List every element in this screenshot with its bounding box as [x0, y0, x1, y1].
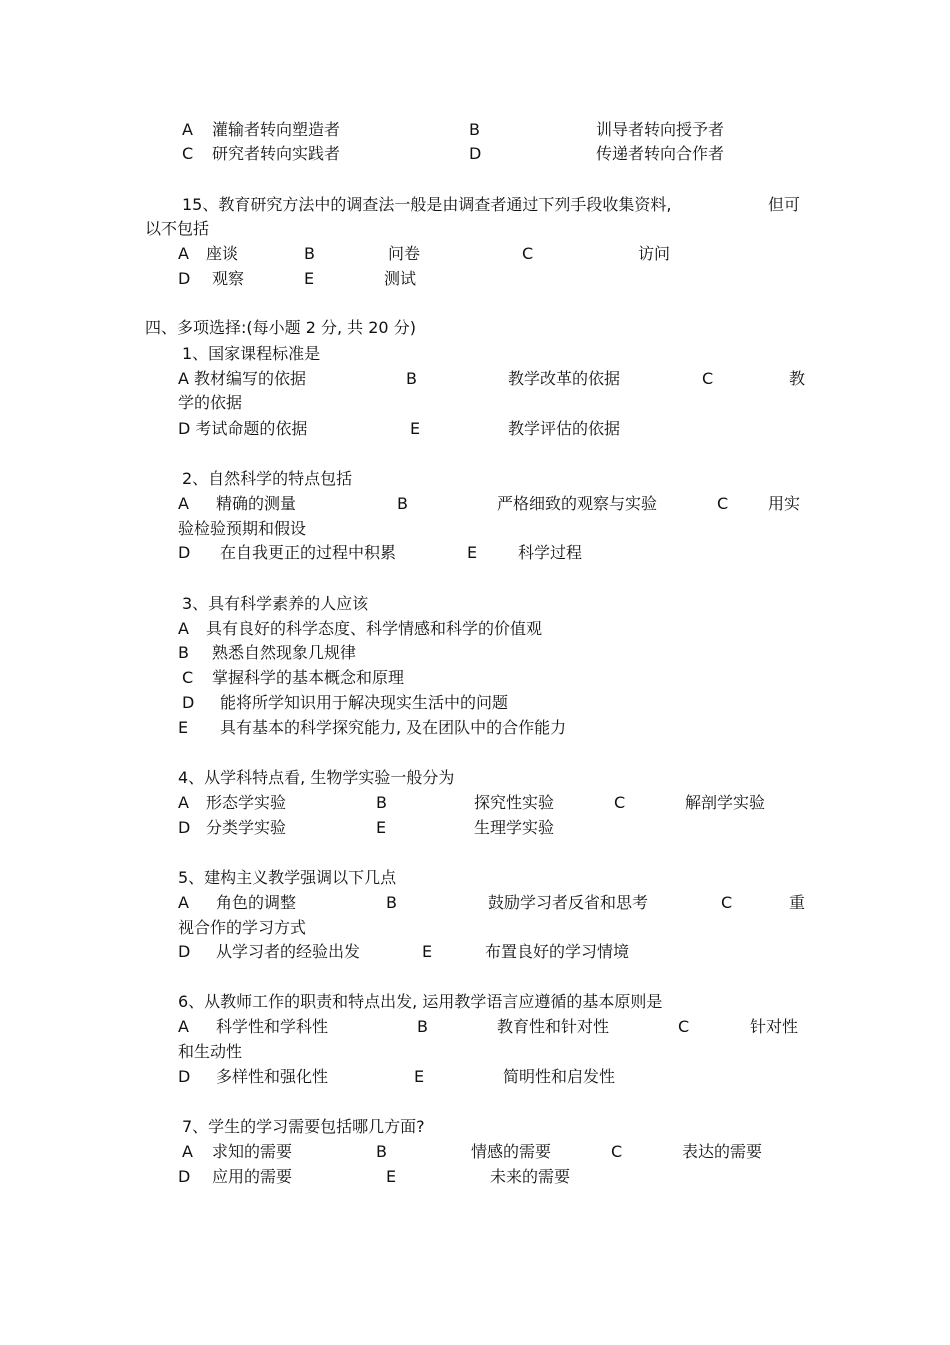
m5-option-d-letter: D [178, 942, 191, 961]
m5-option-b-text: 鼓励学习者反省和思考 [488, 893, 649, 912]
m6-option-e-text: 简明性和启发性 [503, 1067, 616, 1086]
m4-option-b-letter: B [376, 793, 387, 812]
q15-option-d-letter: D [178, 269, 191, 288]
m5-option-c-letter: C [721, 893, 733, 912]
q14-option-a-text: 灌输者转向塑造者 [212, 120, 341, 139]
q14-option-c-letter: C [182, 144, 194, 163]
m1-option-c-cont: 学的依据 [178, 393, 243, 412]
m2-option-b-letter: B [397, 494, 408, 513]
m2-option-c-text: 用实 [768, 494, 801, 513]
m4-option-d-letter: D [178, 818, 191, 837]
section-heading: 四、多项选择:(每小题 2 分, 共 20 分) [145, 318, 416, 337]
q14-option-b-text: 训导者转向授予者 [596, 120, 725, 139]
m7-option-b-text: 情感的需要 [471, 1142, 552, 1161]
q15-option-c-letter: C [522, 244, 534, 263]
q15-option-a-letter: A [178, 244, 189, 263]
m4-option-a-text: 形态学实验 [206, 793, 287, 812]
m4-option-e-letter: E [376, 818, 387, 837]
m6-stem: 6、从教师工作的职责和特点出发, 运用教学语言应遵循的基本原则是 [178, 992, 663, 1011]
m3-option-b-letter: B [178, 643, 189, 662]
m3-option-a-text: 具有良好的科学态度、科学情感和科学的价值观 [206, 619, 543, 638]
q15-stem-line2: 以不包括 [145, 219, 210, 238]
q15-option-e-letter: E [304, 269, 315, 288]
m4-option-c-letter: C [614, 793, 626, 812]
m4-option-b-text: 探究性实验 [474, 793, 555, 812]
q14-option-d-text: 传递者转向合作者 [596, 144, 725, 163]
m3-option-c-letter: C [182, 668, 194, 687]
q14-option-a-letter: A [182, 120, 193, 139]
m1-option-b-text: 教学改革的依据 [508, 369, 621, 388]
m7-option-d-text: 应用的需要 [212, 1167, 293, 1186]
m7-stem: 7、学生的学习需要包括哪几方面? [182, 1117, 425, 1136]
m2-option-a-text: 精确的测量 [216, 494, 297, 513]
m5-option-a-letter: A [178, 893, 189, 912]
q15-option-b-text: 问卷 [388, 244, 421, 263]
m5-option-a-text: 角色的调整 [216, 893, 297, 912]
m6-option-d-text: 多样性和强化性 [216, 1067, 329, 1086]
m5-option-d-text: 从学习者的经验出发 [216, 942, 361, 961]
m3-option-a-letter: A [178, 619, 189, 638]
m5-stem: 5、建构主义教学强调以下几点 [178, 868, 397, 887]
m6-option-b-text: 教育性和针对性 [497, 1017, 610, 1036]
m4-option-a-letter: A [178, 793, 189, 812]
q15-option-a-text: 座谈 [206, 244, 239, 263]
m1-option-a: A 教材编写的依据 [178, 369, 307, 388]
m2-option-d-letter: D [178, 543, 191, 562]
m5-option-b-letter: B [386, 893, 397, 912]
m1-option-c-text: 教 [789, 369, 806, 388]
m4-option-e-text: 生理学实验 [474, 818, 555, 837]
m2-option-d-text: 在自我更正的过程中积累 [220, 543, 397, 562]
m1-option-d: D 考试命题的依据 [178, 419, 308, 438]
m7-option-a-letter: A [182, 1142, 193, 1161]
m1-option-b-letter: B [406, 369, 417, 388]
m4-option-d-text: 分类学实验 [206, 818, 287, 837]
m1-option-c-letter: C [702, 369, 714, 388]
m4-stem: 4、从学科特点看, 生物学实验一般分为 [178, 768, 455, 787]
q14-option-c-text: 研究者转向实践者 [212, 144, 341, 163]
m6-option-c-letter: C [678, 1017, 690, 1036]
m1-option-e-text: 教学评估的依据 [508, 419, 621, 438]
m1-option-e-letter: E [410, 419, 421, 438]
m7-option-b-letter: B [376, 1142, 387, 1161]
m7-option-a-text: 求知的需要 [212, 1142, 293, 1161]
m6-option-a-letter: A [178, 1017, 189, 1036]
m2-option-e-text: 科学过程 [518, 543, 583, 562]
m3-stem: 3、具有科学素养的人应该 [182, 594, 369, 613]
m7-option-d-letter: D [178, 1167, 191, 1186]
m1-stem: 1、国家课程标准是 [182, 344, 321, 363]
m5-option-e-letter: E [422, 942, 433, 961]
m2-stem: 2、自然科学的特点包括 [182, 469, 353, 488]
m2-option-c-cont: 验检验预期和假设 [178, 519, 307, 538]
m5-option-e-text: 布置良好的学习情境 [485, 942, 630, 961]
m3-option-d-text: 能将所学知识用于解决现实生活中的问题 [220, 693, 509, 712]
m3-option-e-text: 具有基本的科学探究能力, 及在团队中的合作能力 [220, 718, 567, 737]
m3-option-e-letter: E [178, 718, 189, 737]
m3-option-c-text: 掌握科学的基本概念和原理 [212, 668, 405, 687]
m2-option-b-text: 严格细致的观察与实验 [497, 494, 658, 513]
q14-option-b-letter: B [469, 120, 480, 139]
m7-option-c-text: 表达的需要 [682, 1142, 763, 1161]
m7-option-c-letter: C [611, 1142, 623, 1161]
m6-option-d-letter: D [178, 1067, 191, 1086]
q15-option-d-text: 观察 [212, 269, 245, 288]
m3-option-b-text: 熟悉自然现象几规律 [212, 643, 357, 662]
m2-option-c-letter: C [717, 494, 729, 513]
m3-option-d-letter: D [182, 693, 195, 712]
q15-option-e-text: 测试 [384, 269, 417, 288]
q15-option-c-text: 访问 [638, 244, 671, 263]
m2-option-e-letter: E [467, 543, 478, 562]
q15-stem-line1: 15、教育研究方法中的调查法一般是由调查者通过下列手段收集资料, [182, 195, 672, 214]
m5-option-c-cont: 视合作的学习方式 [178, 918, 307, 937]
m2-option-a-letter: A [178, 494, 189, 513]
q15-stem-tail: 但可 [768, 195, 801, 214]
m6-option-a-text: 科学性和学科性 [216, 1017, 329, 1036]
m6-option-e-letter: E [414, 1067, 425, 1086]
q15-option-b-letter: B [304, 244, 315, 263]
m4-option-c-text: 解剖学实验 [685, 793, 766, 812]
m6-option-c-cont: 和生动性 [178, 1042, 243, 1061]
m5-option-c-text: 重 [789, 893, 806, 912]
m7-option-e-text: 未来的需要 [490, 1167, 571, 1186]
m6-option-c-text: 针对性 [750, 1017, 799, 1036]
q14-option-d-letter: D [469, 144, 482, 163]
m6-option-b-letter: B [417, 1017, 428, 1036]
m7-option-e-letter: E [386, 1167, 397, 1186]
